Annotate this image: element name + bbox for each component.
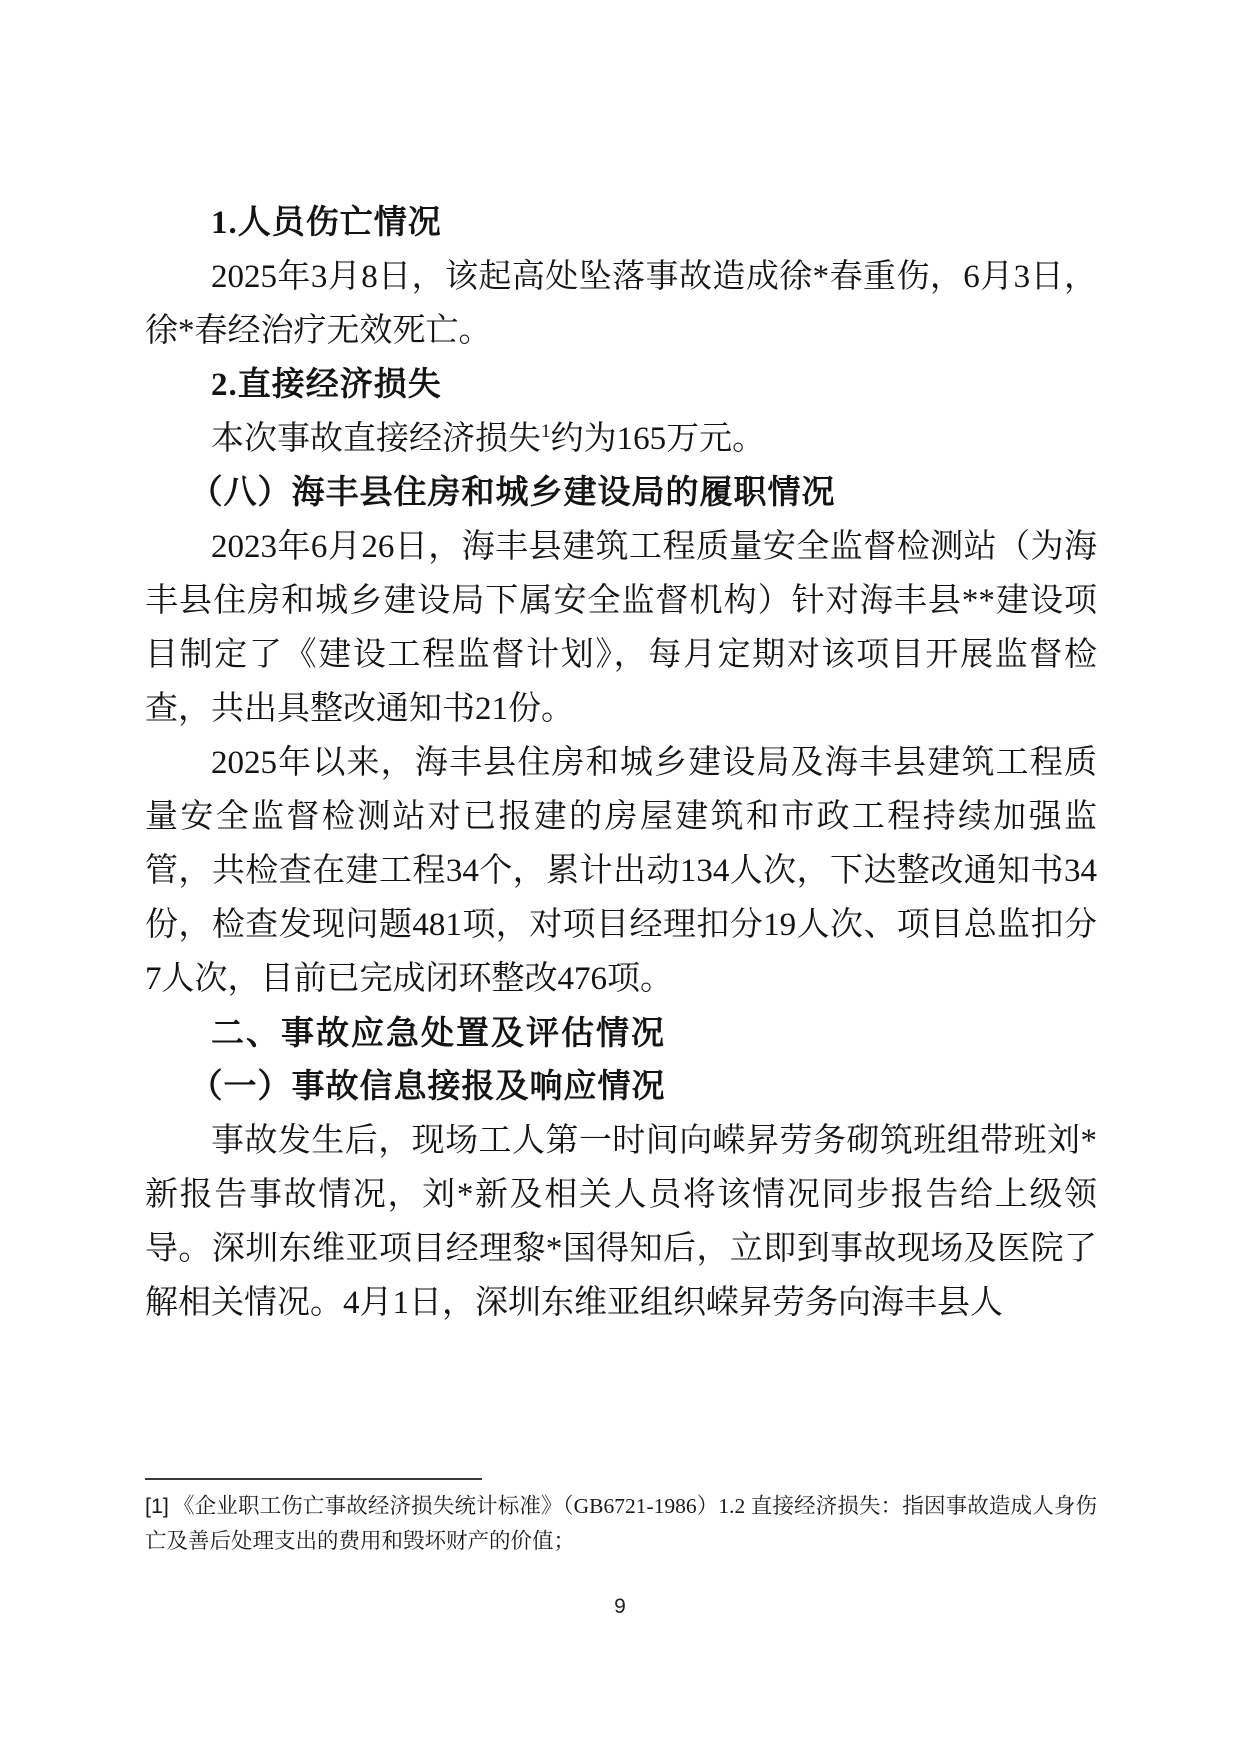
loss-text-before: 本次事故直接经济损失: [211, 421, 541, 457]
heading-casualty-situation: 1.人员伤亡情况: [211, 205, 442, 241]
footnote-reference-mark: 1: [541, 421, 551, 442]
paragraph-haifeng-inspection-stats: 2025年以来，海丰县住房和城乡建设局及海丰县建筑工程质量安全监督检测站对已报建的房屋建筑和市政工程持续加强监管，共检查在建工程34个，累计出动134人次，下达整改通知书34份，检查发现问题481项，对项目经理扣分19人次、项目总监扣分7人次，目前已完成闭环整改476项。: [145, 745, 1097, 997]
footnote-content: 《企业职工伤亡事故经济损失统计标准》（GB6721-1986）1.2 直接经济损失：指因事故造成人身伤亡及善后处理支出的费用和毁坏财产的价值；: [145, 1494, 1097, 1553]
heading-haifeng-bureau-duty: （八）海丰县住房和城乡建设局的履职情况: [189, 475, 836, 511]
heading-emergency-response-section: 二、事故应急处置及评估情况: [211, 1014, 666, 1051]
heading-incident-reporting: （一）事故信息接报及响应情况: [189, 1069, 666, 1105]
document-body: [145, 196, 1097, 1330]
heading-direct-economic-loss: 2.直接经济损失: [211, 367, 442, 403]
paragraph-incident-reporting: 事故发生后，现场工人第一时间向嵘昇劳务砌筑班组带班刘*新报告事故情况，刘*新及相关人员将该情况同步报告给上级领导。深圳东维亚项目经理黎*国得知后，立即到事故现场及医院了解相关情况。4月1日，深圳东维亚组织嵘昇劳务向海丰县人: [145, 1123, 1097, 1321]
paragraph-casualty: 2025年3月8日，该起高处坠落事故造成徐*春重伤，6月3日，徐*春经治疗无效死亡。: [145, 259, 1097, 349]
loss-text-after: 约为165万元。: [550, 421, 766, 457]
page-number: 9: [614, 1595, 626, 1618]
paragraph-economic-loss: [145, 412, 1097, 466]
footnote-separator: [145, 1478, 482, 1480]
footnote-text: [145, 1489, 1097, 1559]
paragraph-haifeng-supervision-plan: 2023年6月26日，海丰县建筑工程质量安全监督检测站（为海丰县住房和城乡建设局下属安全监督机构）针对海丰县**建设项目制定了《建设工程监督计划》，每月定期对该项目开展监督检查，共出具整改通知书21份。: [145, 529, 1097, 727]
footnote-area: [145, 1478, 1097, 1559]
footnote-number: [1]: [145, 1494, 169, 1518]
